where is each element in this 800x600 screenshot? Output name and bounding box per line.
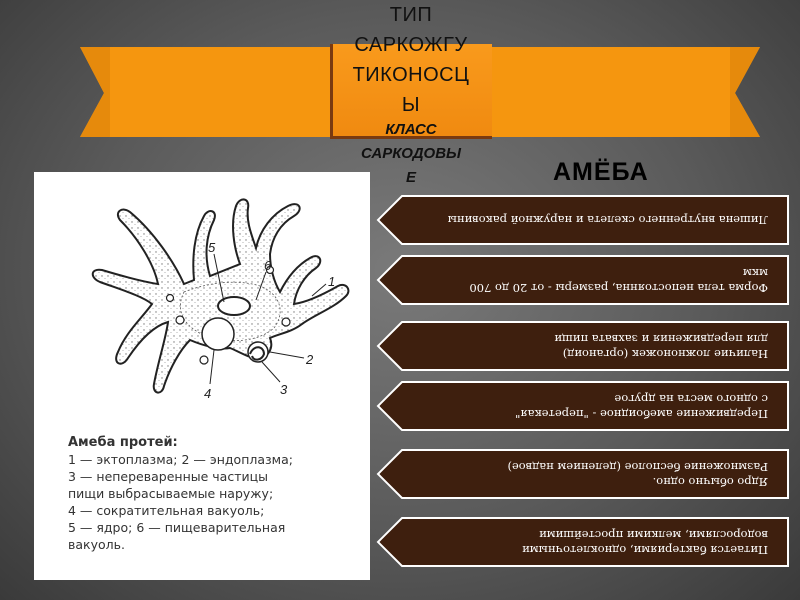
- fact-arrow: [376, 254, 790, 306]
- fact-text: [402, 194, 778, 246]
- fact-arrow: [376, 516, 790, 568]
- fact-line: Наличие ложноножек (органоид): [562, 347, 768, 361]
- figure-label-3: 3: [280, 382, 288, 397]
- fact-text: [402, 380, 778, 432]
- fact-line: Форма тела непостоянна, размеры - от 20 до 700: [469, 281, 768, 295]
- title-line: ТИП: [389, 4, 433, 26]
- caption-line: вакуоль.: [68, 537, 125, 552]
- contractile-vacuole: [202, 318, 234, 350]
- caption-line: 5 — ядро; 6 — пищеварительная: [68, 520, 286, 535]
- fact-line: водорослями, мелкими простейшими: [539, 528, 768, 542]
- amoeba-heading: АМЁБА: [553, 158, 649, 186]
- figure-label-2: 2: [306, 352, 314, 367]
- class-line: КЛАСС: [385, 121, 437, 138]
- figure-label-5: 5: [208, 240, 216, 255]
- fact-line: Передвижение амебоидное - "перетекая": [515, 407, 768, 421]
- fact-line: с одного места на другое: [614, 392, 768, 406]
- class-line: САРКОДОВЫ: [360, 145, 462, 162]
- amoeba-figure: [34, 172, 370, 580]
- fact-text: [402, 254, 778, 306]
- amoeba-diagram: [34, 172, 370, 432]
- fact-line: мкм: [742, 266, 768, 280]
- fact-arrow: [376, 448, 790, 500]
- caption-line: пищи выбрасываемые наружу;: [68, 486, 274, 501]
- fact-line: Питается бактериями, одноклеточными: [522, 543, 768, 557]
- nucleus: [218, 297, 250, 315]
- fact-line: для передвижения и захвата пищи: [554, 332, 768, 346]
- fact-text: [402, 320, 778, 372]
- figure-label-6: 6: [264, 258, 272, 273]
- figure-label-1: 1: [328, 274, 336, 289]
- fact-text: [402, 516, 778, 568]
- fact-arrow: [376, 194, 790, 246]
- fact-arrow: [376, 320, 790, 372]
- fact-arrow: [376, 380, 790, 432]
- title-line: Ы: [401, 94, 421, 112]
- fact-line: Лишена внутреннего скелета и наружной раковины: [447, 213, 768, 228]
- class-line: Е: [405, 169, 416, 186]
- caption-line: 4 — сократительная вакуоль;: [68, 503, 265, 518]
- page-title: [326, 0, 496, 112]
- caption-title: Амеба протей:: [68, 435, 178, 450]
- figure-caption: [68, 434, 358, 553]
- caption-line: 1 — эктоплазма; 2 — эндоплазма;: [68, 452, 293, 467]
- fact-line: Размножение бесполое (делением надвое): [507, 460, 768, 474]
- title-line: САРКОЖГУ: [354, 34, 468, 56]
- title-line: ТИКОНОСЦ: [352, 64, 470, 86]
- fact-text: [402, 448, 778, 500]
- fact-line: Ядро обычно одно.: [652, 475, 768, 489]
- caption-line: 3 — непереваренные частицы: [68, 469, 268, 484]
- figure-label-4: 4: [204, 386, 212, 401]
